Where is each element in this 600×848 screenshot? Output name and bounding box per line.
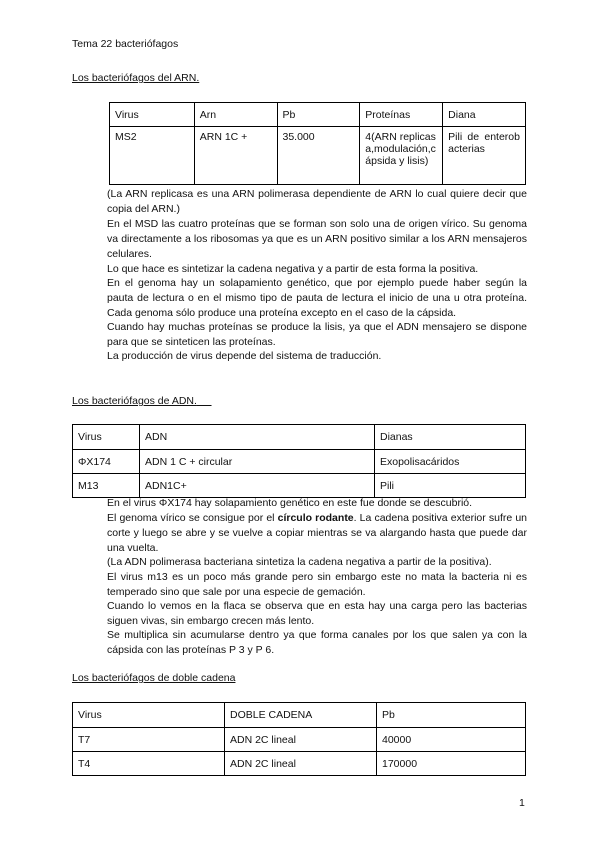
highlight-term: círculo rodante [277, 512, 354, 524]
table-row [73, 728, 526, 752]
table-header: Pb [277, 103, 360, 127]
table-cell: Pili [375, 474, 526, 498]
table-cell: T4 [73, 752, 225, 776]
page-number: 1 [519, 797, 525, 809]
table-header: Diana [443, 103, 526, 127]
table-header: DOBLE CADENA [225, 703, 377, 728]
paragraph: En el virus ΦX174 hay solapamiento genético en este fue donde se descubrió. [107, 497, 473, 509]
arn-table [109, 102, 526, 185]
table-header: Proteínas [360, 103, 443, 127]
paragraph: Cuando lo vemos en la flaca se observa que en esta hay una carga pero las bacterias siguen vivas, sin embargo crecen más lento. [107, 600, 527, 627]
paragraph: (La ARN replicasa es una ARN polimerasa dependiente de ARN lo cual quiere decir que copia del ARN.) [107, 188, 527, 215]
section-title-adn-text: Los bacteriófagos de ADN. [72, 395, 197, 407]
paragraph [107, 511, 527, 555]
doble-cadena-table [72, 702, 526, 776]
table-header: Arn [194, 103, 277, 127]
paragraph: El virus m13 es un poco más grande pero sin embargo este no mata la bacteria ni es temperado sino que sale por una especie de gemación. [107, 571, 527, 598]
table-header: ADN [140, 425, 375, 450]
table-cell: ADN 2C lineal [225, 752, 377, 776]
table-header: Virus [73, 425, 140, 450]
table-cell: M13 [73, 474, 140, 498]
paragraph-text: El genoma vírico se consigue por el [107, 512, 278, 524]
table-cell: T7 [73, 728, 225, 752]
section-title-doble: Los bacteriófagos de doble cadena [72, 672, 236, 684]
table-cell: Exopolisacáridos [375, 450, 526, 474]
table-row [73, 752, 526, 776]
paragraph: Lo que hace es sintetizar la cadena negativa y a partir de esta forma la positiva. [107, 263, 479, 275]
table-cell: ADN 2C lineal [225, 728, 377, 752]
paragraph: Se multiplica sin acumularse dentro ya que forma canales por los que salen ya con la cápsida con las proteínas P 3 y P 6. [107, 629, 527, 656]
table-cell: 170000 [377, 752, 526, 776]
table-header: Dianas [375, 425, 526, 450]
paragraph: Cuando hay muchas proteínas se produce la lisis, ya que el ADN mensajero se dispone para que se sinteticen las proteínas. [107, 321, 527, 348]
section-title-adn [72, 395, 212, 407]
paragraph: La producción de virus depende del sistema de traducción. [107, 350, 382, 362]
table-cell: 4(ARN replicasa,modulación,cápsida y lisis) [360, 127, 443, 185]
paragraph: (La ADN polimerasa bacteriana sintetiza la cadena negativa a partir de la positiva). [107, 556, 492, 568]
section-title-arn: Los bacteriófagos del ARN. [72, 72, 200, 84]
table-header: Pb [377, 703, 526, 728]
table-header: Virus [110, 103, 195, 127]
table-cell: 35.000 [277, 127, 360, 185]
table-cell: 40000 [377, 728, 526, 752]
adn-table [72, 424, 526, 498]
paragraph: En el MSD las cuatro proteínas que se forman son solo una de origen vírico. Su genoma va directamente a los ribosomas ya que es un ARN positivo similar a los ARN mensajeros celulares. [107, 218, 527, 260]
table-header: Virus [73, 703, 225, 728]
table-cell: MS2 [110, 127, 195, 185]
table-cell: Pili de enterobacterias [443, 127, 526, 185]
table-cell: ARN 1C + [194, 127, 277, 185]
table-cell: ADN1C+ [140, 474, 375, 498]
page-header: Tema 22 bacteriófagos [72, 38, 179, 50]
table-row [73, 474, 526, 498]
table-row [73, 450, 526, 474]
paragraph: En el genoma hay un solapamiento genético, que por ejemplo puede haber según la pauta de lectura o en el mismo tipo de pauta de lectura el inicio de una u otra proteína. Cada genoma sólo produce una proteína excepto en el caso de la cápsida. [107, 277, 527, 319]
paragraph-text: . La cadena positiva exterior sufre un corte y luego se abre y se vuelve a copiar mientras se va alargando hasta que puede dar una vuelta. [107, 512, 527, 554]
table-cell: ΦX174 [73, 450, 140, 474]
table-cell: ADN 1 C + circular [140, 450, 375, 474]
